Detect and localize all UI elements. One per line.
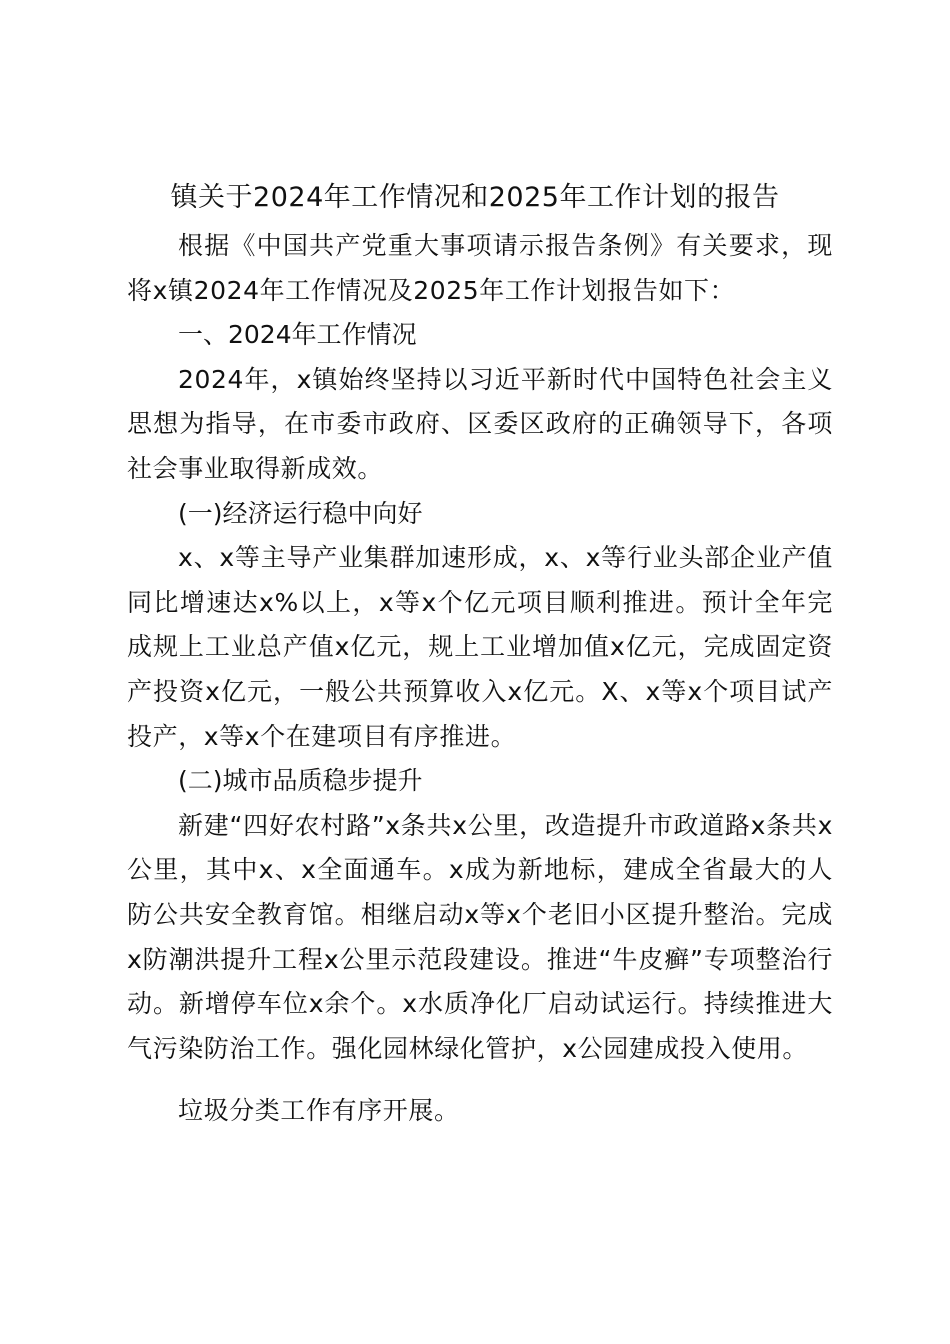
subsection-heading-city-quality: (二)城市品质稳步提升 (178, 766, 423, 796)
section-heading-2024-work: 一、2024年工作情况 (178, 320, 417, 350)
document-title: 镇关于2024年工作情况和2025年工作计划的报告 (170, 182, 780, 213)
waste-sorting-paragraph: 垃圾分类工作有序开展。 (178, 1096, 460, 1126)
document-body (127, 224, 833, 1134)
economy-paragraph: x、x等主导产业集群加速形成，x、x等行业头部企业产值同比增速达x%以上，x等x个亿元项目顺利推进。预计全年完成规上工业总产值x亿元，规上工业增加值x亿元，完成固定资产投资x亿元，一般公共预算收入x亿元。X、x等x个项目试产投产，x等x个在建项目有序推进。 (127, 543, 833, 751)
city-quality-paragraph: 新建“四好农村路”x条共x公里，改造提升市政道路x条共x公里，其中x、x全面通车。x成为新地标，建成全省最大的人防公共安全教育馆。相继启动x等x个老旧小区提升整治。完成x防潮洪提升工程x公里示范段建设。推进“牛皮癣”专项整治行动。新增停车位x余个。x水质净化厂启动试运行。持续推进大气污染防治工作。强化园林绿化管护，x公园建成投入使用。 (127, 810, 833, 1063)
subsection-heading-economy: (一)经济运行稳中向好 (178, 498, 423, 528)
intro-paragraph: 根据《中国共产党重大事项请示报告条例》有关要求，现将x镇2024年工作情况及2025年工作计划报告如下： (127, 231, 833, 305)
overview-paragraph: 2024年，x镇始终坚持以习近平新时代中国特色社会主义思想为指导，在市委市政府、区委区政府的正确领导下，各项社会事业取得新成效。 (127, 364, 833, 483)
